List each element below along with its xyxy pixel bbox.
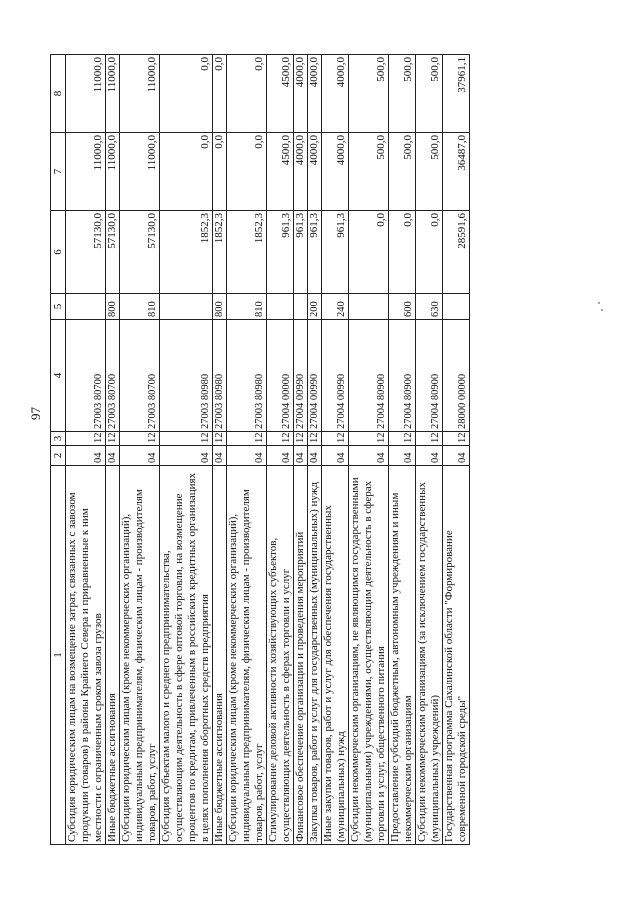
row-description: Субсидии некоммерческим организациям, не являющимся государственными (муниципальными) учреждениями, осуществляющим деятельность в сферах торговли и услуг, общественного питания [349,466,389,845]
row-amount-col8: 4500,0 [267,55,294,133]
row-section: 04 [106,446,120,466]
page-number: 97 [28,407,43,420]
row-amount-col7: 4000,0 [308,133,322,211]
row-expense-type [66,294,106,320]
header-col-8: 8 [51,55,66,133]
row-expense-type: 800 [106,294,120,320]
row-expense-type: 810 [227,294,267,320]
row-subsection: 12 [106,432,120,446]
row-subsection: 12 [349,432,389,446]
row-target-code: 27004 00990 [308,320,322,432]
row-description: Субсидии некоммерческим организациям (за исключением государственных (муниципальных) учреждений) [416,466,443,845]
row-amount-col8: 11000,0 [106,55,120,133]
row-description: Финансовое обеспечение организации и проведения мероприятий [294,466,308,845]
row-expense-type [349,294,389,320]
table-row [389,55,416,845]
row-subsection: 12 [294,432,308,446]
row-description: Предоставление субсидий бюджетным, автономным учреждениям и иным некоммерческим организациям [389,466,416,845]
row-expense-type [267,294,294,320]
row-subsection: 12 [416,432,443,446]
row-subsection: 12 [120,432,160,446]
row-target-code: 27003 80980 [213,320,227,432]
row-target-code: 27003 80700 [106,320,120,432]
row-amount-col6: 961,3 [308,211,322,294]
row-target-code: 27004 80900 [416,320,443,432]
row-amount-col7: 500,0 [349,133,389,211]
row-expense-type [294,294,308,320]
row-target-code: 27004 00990 [294,320,308,432]
row-section: 04 [160,446,213,466]
header-col-5: 5 [51,294,66,320]
table-row [308,55,322,845]
table-row [416,55,443,845]
row-section: 04 [389,446,416,466]
row-subsection: 12 [66,432,106,446]
row-amount-col7: 11000,0 [106,133,120,211]
row-subsection: 12 [267,432,294,446]
row-subsection: 12 [322,432,349,446]
row-description: Субсидии юридическим лицам (кроме некоммерческих организаций), индивидуальным предпринимателям, физическим лицам - производителям товаров, работ, услуг [120,466,160,845]
row-target-code: 28000 00000 [443,320,470,432]
row-amount-col8: 11000,0 [120,55,160,133]
row-subsection: 12 [160,432,213,446]
row-description: Государственная программа Сахалинской области "Формирование современной городской среды" [443,466,470,845]
row-target-code: 27003 80700 [120,320,160,432]
table-row [160,55,213,845]
row-section: 04 [416,446,443,466]
row-amount-col6: 1852,3 [160,211,213,294]
row-amount-col6: 28591,6 [443,211,470,294]
row-amount-col7: 500,0 [389,133,416,211]
row-description: Субсидия субъектам малого и среднего предпринимательства, осуществляющим деятельность в сфере оптовой торговли, на возмещение процентов по кредитам, привлеченным в российских кредитных организациях в целях пополнения оборотных средств предприятия [160,466,213,845]
row-amount-col6: 57130,0 [66,211,106,294]
row-amount-col7: 0,0 [227,133,267,211]
row-expense-type: 800 [213,294,227,320]
row-section: 04 [322,446,349,466]
row-target-code: 27003 80980 [160,320,213,432]
row-expense-type: 600 [389,294,416,320]
row-amount-col8: 500,0 [389,55,416,133]
row-section: 04 [227,446,267,466]
row-amount-col6: 0,0 [416,211,443,294]
row-section: 04 [349,446,389,466]
row-amount-col7: 500,0 [416,133,443,211]
table-row [294,55,308,845]
header-col-4: 4 [51,320,66,432]
row-subsection: 12 [308,432,322,446]
row-amount-col6: 57130,0 [120,211,160,294]
header-col-1: 1 [51,466,66,845]
table-row [227,55,267,845]
row-amount-col8: 4000,0 [294,55,308,133]
row-amount-col6: 0,0 [389,211,416,294]
row-amount-col7: 4000,0 [294,133,308,211]
row-expense-type: 810 [120,294,160,320]
row-amount-col6: 1852,3 [213,211,227,294]
row-description: Стимулирование деловой активности хозяйствующих субъектов, осуществляющих деятельность в сферах торговли и услуг [267,466,294,845]
row-amount-col8: 0,0 [227,55,267,133]
row-subsection: 12 [443,432,470,446]
row-amount-col7: 4000,0 [322,133,349,211]
row-subsection: 12 [389,432,416,446]
row-amount-col8: 37961,1 [443,55,470,133]
row-amount-col8: 500,0 [416,55,443,133]
row-section: 04 [308,446,322,466]
row-amount-col8: 0,0 [160,55,213,133]
row-amount-col7: 36487,0 [443,133,470,211]
table-row [322,55,349,845]
row-target-code: 27004 80900 [349,320,389,432]
budget-table [50,54,470,845]
header-col-2: 2 [51,446,66,466]
row-amount-col8: 4000,0 [308,55,322,133]
row-amount-col6: 961,3 [294,211,308,294]
row-amount-col6: 961,3 [267,211,294,294]
table-row [267,55,294,845]
row-section: 04 [443,446,470,466]
row-description: Закупка товаров, работ и услуг для государственных (муниципальных) нужд [308,466,322,845]
row-expense-type [443,294,470,320]
table-row [349,55,389,845]
row-amount-col6: 1852,3 [227,211,267,294]
row-target-code: 27004 00000 [267,320,294,432]
header-col-3: 3 [51,432,66,446]
row-description: Субсидии юридическим лицам (кроме некоммерческих организаций), индивидуальным предпринимателям, физическим лицам - производителям товаров, работ, услуг [227,466,267,845]
row-amount-col8: 0,0 [213,55,227,133]
row-target-code: 27003 80700 [66,320,106,432]
row-expense-type: 240 [322,294,349,320]
row-amount-col8: 4000,0 [322,55,349,133]
table-row [106,55,120,845]
row-amount-col7: 0,0 [213,133,227,211]
row-amount-col6: 961,3 [322,211,349,294]
row-description: Субсидия юридическим лицам на возмещение затрат, связанных с завозом продукции (товаров) в районы Крайнего Севера и приравненные к ним местности с ограниченным сроком завоза грузов [66,466,106,845]
row-section: 04 [294,446,308,466]
table-row [213,55,227,845]
row-amount-col6: 0,0 [349,211,389,294]
row-amount-col7: 4500,0 [267,133,294,211]
row-description: Иные закупки товаров, работ и услуг для обеспечения государственных (муниципальных) нужд [322,466,349,845]
table-row [443,55,470,845]
table-row [66,55,106,845]
row-target-code: 27004 00990 [322,320,349,432]
header-row [51,55,66,845]
row-description: Иные бюджетные ассигнования [106,466,120,845]
row-expense-type: 200 [308,294,322,320]
row-target-code: 27004 80900 [389,320,416,432]
row-subsection: 12 [213,432,227,446]
row-subsection: 12 [227,432,267,446]
row-section: 04 [120,446,160,466]
row-section: 04 [213,446,227,466]
row-section: 04 [66,446,106,466]
row-amount-col8: 11000,0 [66,55,106,133]
row-amount-col7: 11000,0 [120,133,160,211]
row-description: Иные бюджетные ассигнования [213,466,227,845]
header-col-6: 6 [51,211,66,294]
row-amount-col7: 0,0 [160,133,213,211]
scan-speck [598,302,600,304]
scan-speck [601,309,603,311]
header-col-7: 7 [51,133,66,211]
row-amount-col6: 57130,0 [106,211,120,294]
row-expense-type: 630 [416,294,443,320]
row-section: 04 [267,446,294,466]
row-amount-col7: 11000,0 [66,133,106,211]
row-target-code: 27003 80980 [227,320,267,432]
table-row [120,55,160,845]
row-amount-col8: 500,0 [349,55,389,133]
rotated-table-container [50,55,630,845]
row-expense-type [160,294,213,320]
